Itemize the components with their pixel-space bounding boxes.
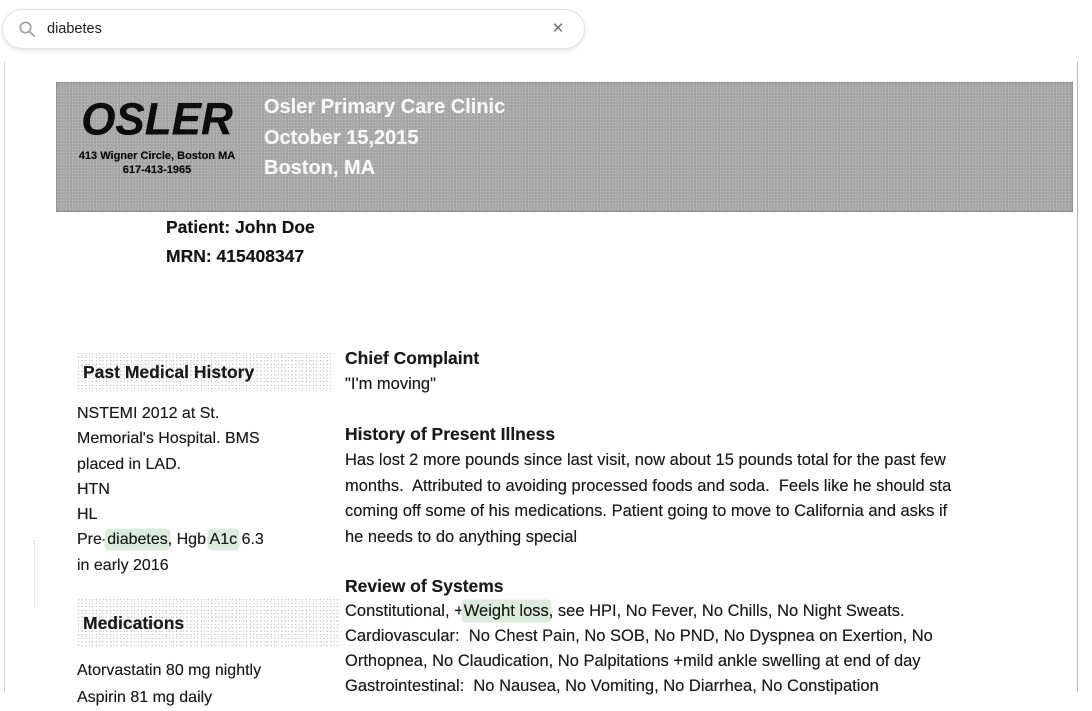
search-input[interactable] <box>47 21 546 37</box>
document-text-line: Aspirin 81 mg daily <box>77 689 213 706</box>
section-medications <box>77 598 345 711</box>
clinic-info <box>264 92 505 184</box>
document-text-line: Atorvastatin 80 mg nightly <box>77 662 262 679</box>
scanned-page <box>5 62 1077 706</box>
patient-mrn: MRN: 415408347 <box>166 246 305 266</box>
scan-artifact-line <box>34 540 35 608</box>
document-text-line: Memorial's Hospital. BMS <box>77 430 260 448</box>
document-viewport[interactable] <box>4 62 1078 706</box>
clinic-logo <box>76 94 238 177</box>
clinic-address-line: 413 Wigner Circle, Boston MA <box>78 150 236 162</box>
document-text-line: Cardiovascular: No Chest Pain, No SOB, No PND, No Dyspnea on Exertion, No <box>345 627 933 645</box>
section-heading: Past Medical History <box>77 352 331 392</box>
document-text-line: in early 2016 <box>77 556 169 574</box>
section-history-of-present-illness <box>345 422 1085 550</box>
section-body <box>77 657 345 711</box>
document-text-line: Pre-diabetes, Hgb A1c 6.3 <box>77 531 264 549</box>
section-past-medical-history <box>77 352 335 578</box>
visit-date: October 15,2015 <box>264 126 419 149</box>
section-heading: Review of Systems <box>345 576 504 596</box>
section-heading: Chief Complaint <box>345 348 480 368</box>
document-text-line: months. Attributed to avoiding processed foods and soda. Feels like he should sta <box>345 476 952 495</box>
document-text-line: Orthopnea, No Claudication, No Palpitations +mild ankle swelling at end of day <box>345 652 921 670</box>
search-icon <box>18 20 36 38</box>
document-text-line: NSTEMI 2012 at St. <box>77 405 220 422</box>
section-heading: Medications <box>77 598 341 648</box>
clinic-logo-address <box>76 149 238 177</box>
section-body <box>345 372 1085 397</box>
patient-info <box>166 213 315 271</box>
section-body <box>345 599 1085 699</box>
search-bar <box>2 9 585 49</box>
document-text-line: he needs to do anything special <box>345 527 578 546</box>
document-text-line: "I'm moving" <box>345 375 436 393</box>
document-text-line: Gastrointestinal: No Nausea, No Vomiting, No Diarrhea, No Constipation <box>345 677 879 695</box>
section-heading: History of Present Illness <box>345 424 556 444</box>
document-text-line: HTN <box>77 480 110 498</box>
clear-search-button[interactable]: ✕ <box>546 17 570 41</box>
document-text-line: Constitutional, +Weight loss, see HPI, No Fever, No Chills, No Night Sweats. <box>345 602 905 620</box>
search-highlight: Weight loss <box>463 602 549 620</box>
search-highlight: diabetes <box>107 531 168 549</box>
document-text-line: placed in LAD. <box>77 455 182 473</box>
clinic-name: Osler Primary Care Clinic <box>264 96 506 118</box>
section-body <box>345 448 1085 550</box>
clinic-logo-text: OSLER <box>81 94 233 145</box>
search-highlight: A1c <box>209 531 238 549</box>
patient-name: Patient: John Doe <box>166 217 315 237</box>
section-body <box>77 401 335 578</box>
clinic-phone: 617-413-1965 <box>122 164 192 176</box>
section-review-of-systems <box>345 574 1085 699</box>
letterhead-band <box>56 82 1073 212</box>
document-text-line: coming off some of his medications. Patient going to move to California and asks if <box>345 502 948 520</box>
section-chief-complaint <box>345 346 1085 397</box>
document-text-line: Has lost 2 more pounds since last visit, now about 15 pounds total for the past few <box>345 451 946 469</box>
document-text-line: HL <box>77 506 98 524</box>
clinic-location: Boston, MA <box>264 157 376 179</box>
